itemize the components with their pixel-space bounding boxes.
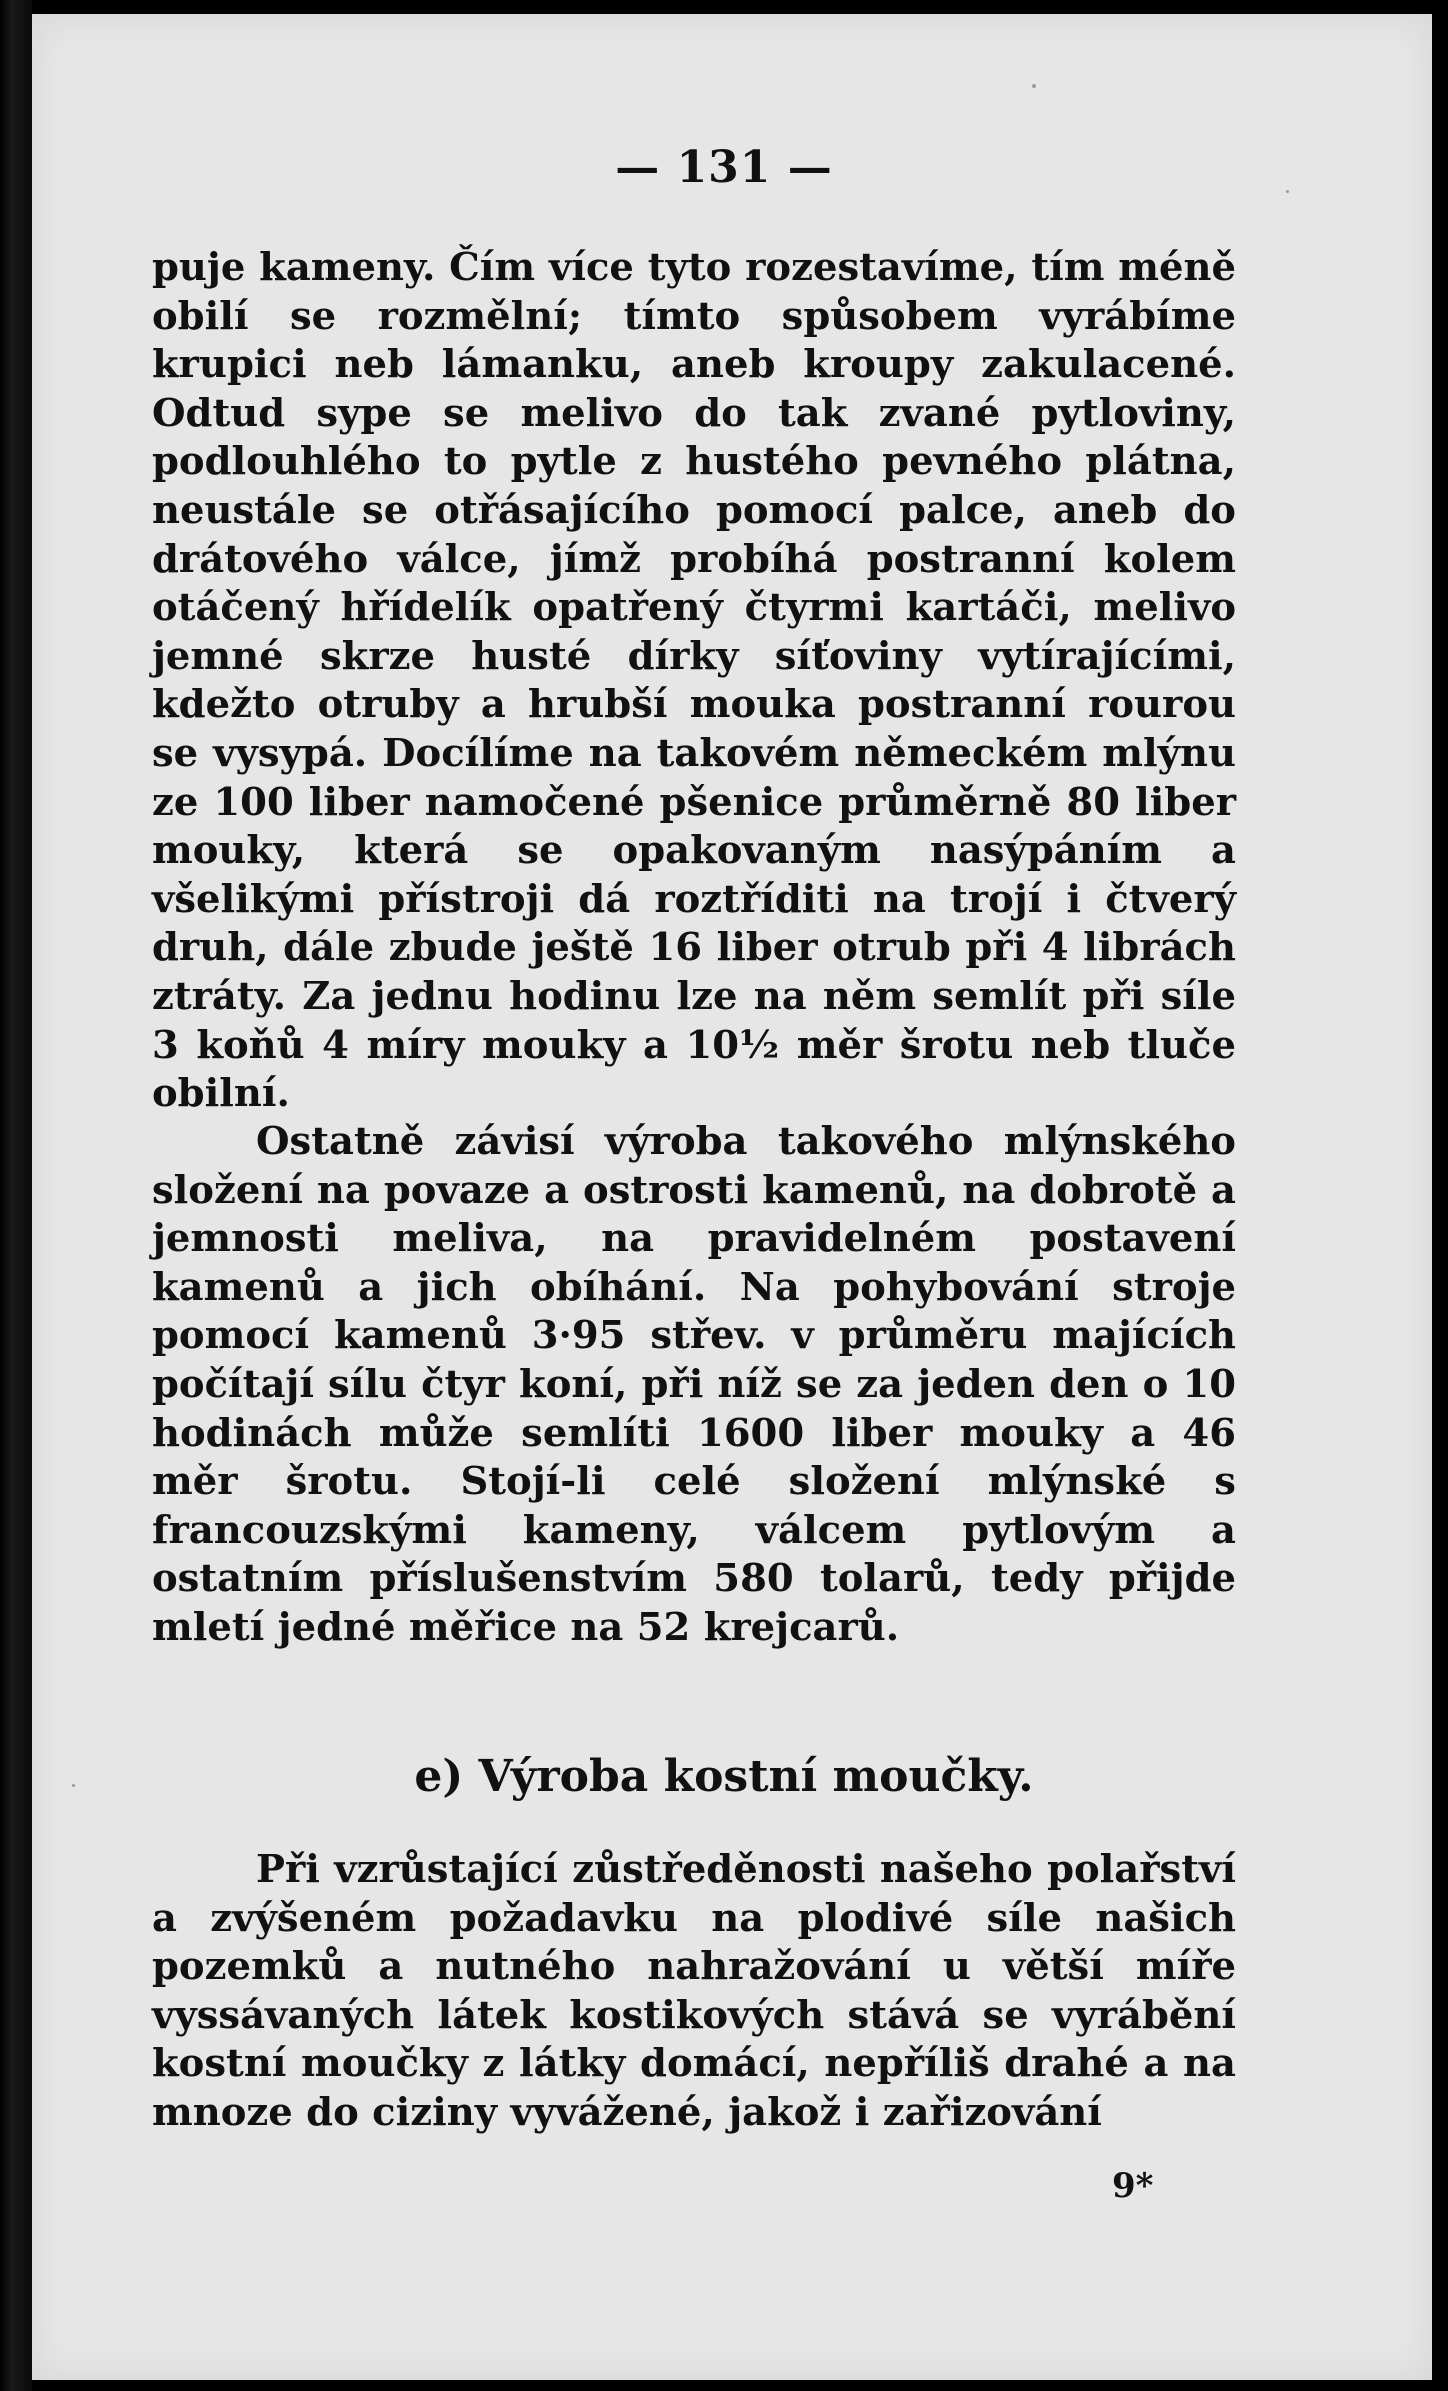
paragraph-3: Při vzrůstající zůstředěnosti našeho polařství a zvýšeném požadavku na plodivé síle našich pozemků a nutného nahražování u větší míře vyssávaných látek kostikových stává se vyrábění kostní moučky z látky domácí, nepříliš drahé a na mnoze do ciziny vyvážené, jakož i zařizování — [152, 1847, 1236, 2135]
signature-mark: 9* — [1112, 2166, 1154, 2206]
paragraph-2: Ostatně závisí výroba takového mlýnského složení na povaze a ostrosti kamenů, na dobrotě a jemnosti meliva, na pravidelném postavení kamenů a jich obíhání. Na pohybování stroje pomocí kamenů 3·95 střev. v průměru majících počítají sílu čtyr koní, při níž se za jeden den o 10 hodinách může semlíti 1600 liber mouky a 46 měr šrotu. Stojí-li celé složení mlýnské s francouzskými kameny, válcem pytlovým a ostatním příslušenstvím 580 tolarů, tedy přijde mletí jedné měřice na 52 krejcarů. — [152, 1119, 1236, 1650]
section-heading: e) Výroba kostní moučky. — [414, 1751, 1034, 1802]
paragraph-1: puje kameny. Čím více tyto rozestavíme, tím méně obilí se rozmělní; tímto spůsobem vyrábíme krupici neb lámanku, aneb kroupy zakulacené. Odtud sype se melivo do tak zvané pytloviny, podlouhlého to pytle z hustého pevného plátna, neustále se otřásajícího pomocí palce, aneb do drátového válce, jímž probíhá postranní kolem otáčený hřídelík opatřený čtyrmi kartáči, melivo jemné skrze husté dírky síťoviny vytírajícími, kdežto otruby a hrubší mouka postranní rourou se vysypá. Docílíme na takovém německém mlýnu ze 100 liber namočené pšenice průměrně 80 liber mouky, která se opakovaným nasýpáním a všelikými přístroji dá roztříditi na trojí i čtverý druh, dále zbude ještě 16 liber otrub při 4 librách ztráty. Za jednu hodinu lze na něm semlít při síle 3 koňů 4 míry mouky a 10½ měr šrotu neb tluče obilní. — [152, 245, 1236, 1117]
scan-left-edge — [0, 0, 32, 2391]
page-number: — 131 — — [615, 142, 833, 193]
